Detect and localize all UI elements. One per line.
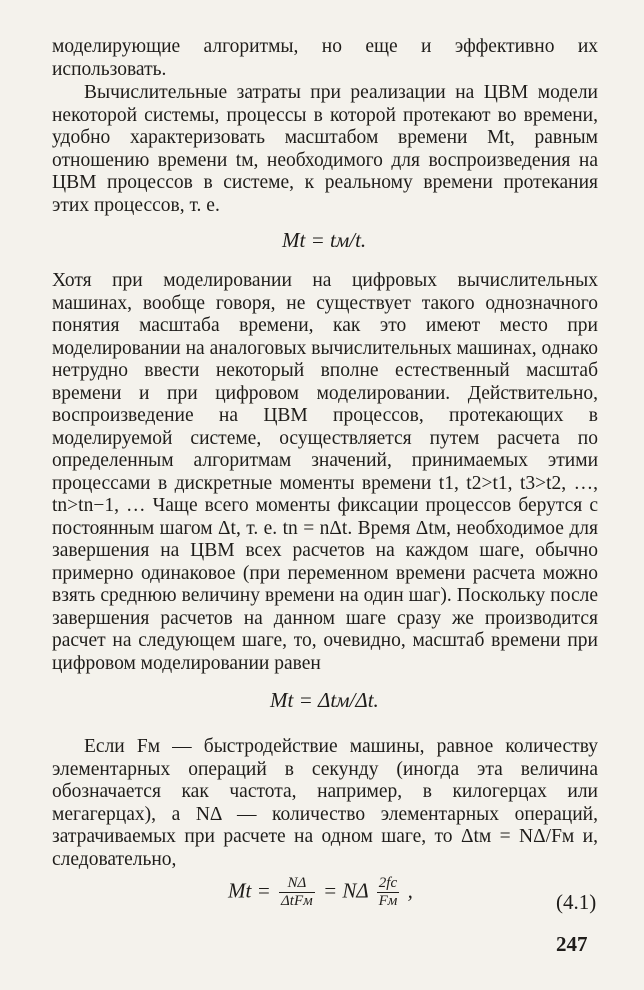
- fraction-2-numerator: 2fc: [377, 875, 400, 893]
- equation-fraction-1: [279, 875, 315, 910]
- equation-4-1: [228, 875, 413, 910]
- fraction-1-numerator: NΔ: [279, 875, 315, 893]
- fraction-2-denominator: Fм: [378, 893, 398, 909]
- equation-middle: = NΔ: [322, 878, 369, 903]
- formula-time-scale: Mt = tм/t.: [282, 228, 367, 252]
- equation-number: (4.1): [556, 890, 597, 914]
- paragraph-time-scale: Вычислительные затраты при реализации на ЦВМ модели некоторой системы, процессы в которой протекают во времени, удобно характеризовать масштабом времени Mt, равным отношению времени tм, необходимого для воспроизведения на ЦВМ процессов в системе, к реальному времени протекания этих процессов, т. е.: [52, 82, 598, 216]
- paragraph-continued: моделирующие алгоритмы, но еще и эффективно их использовать.: [52, 36, 598, 80]
- equation-lhs: Mt =: [228, 878, 271, 903]
- paragraph-machine-speed: Если Fм — быстродействие машины, равное количеству элементарных операций в секунду (иногда эта величина обозначается как частота, например, в килогерцах или мегагерцах), а NΔ — количество элементарных операций, затрачиваемых при расчете на одном шаге, то Δtм = NΔ/Fм и, следовательно,: [52, 736, 598, 870]
- paragraph-digital-modeling: Хотя при моделировании на цифровых вычислительных машинах, вообще говоря, не существует такого однозначного понятия масштаба времени, как это имеют место при моделировании на аналоговых вычислительных машинах, однако нетрудно ввести некоторый вполне естественный масштаб времени и при цифровом моделировании. Действительно, воспроизведение на ЦВМ процессов, протекающих в моделируемой системе, осуществляется путем расчета по определенным алгоритмам значений, принимаемых этими процессами в дискретные моменты времени t1, t2>t1, t3>t2, …, tn>tn−1, … Чаще всего моменты фиксации процессов берутся с постоянным шагом Δt, т. е. tn = nΔt. Время Δtм, необходимое для завершения на ЦВМ всех расчетов на каждом шаге, обычно примерно одинаковое (при переменном времени расчета можно взять среднюю величину времени на один шаг). Поскольку после завершения расчетов на данном шаге сразу же производится расчет на следующем шаге, то, очевидно, масштаб времени при цифровом моделировании равен: [52, 270, 598, 674]
- page-number: 247: [556, 932, 588, 956]
- equation-fraction-2: [377, 875, 400, 910]
- fraction-1-denominator: ΔtFм: [281, 893, 313, 909]
- equation-end: ,: [407, 878, 413, 903]
- formula-digital-time-scale: Mt = Δtм/Δt.: [270, 688, 379, 712]
